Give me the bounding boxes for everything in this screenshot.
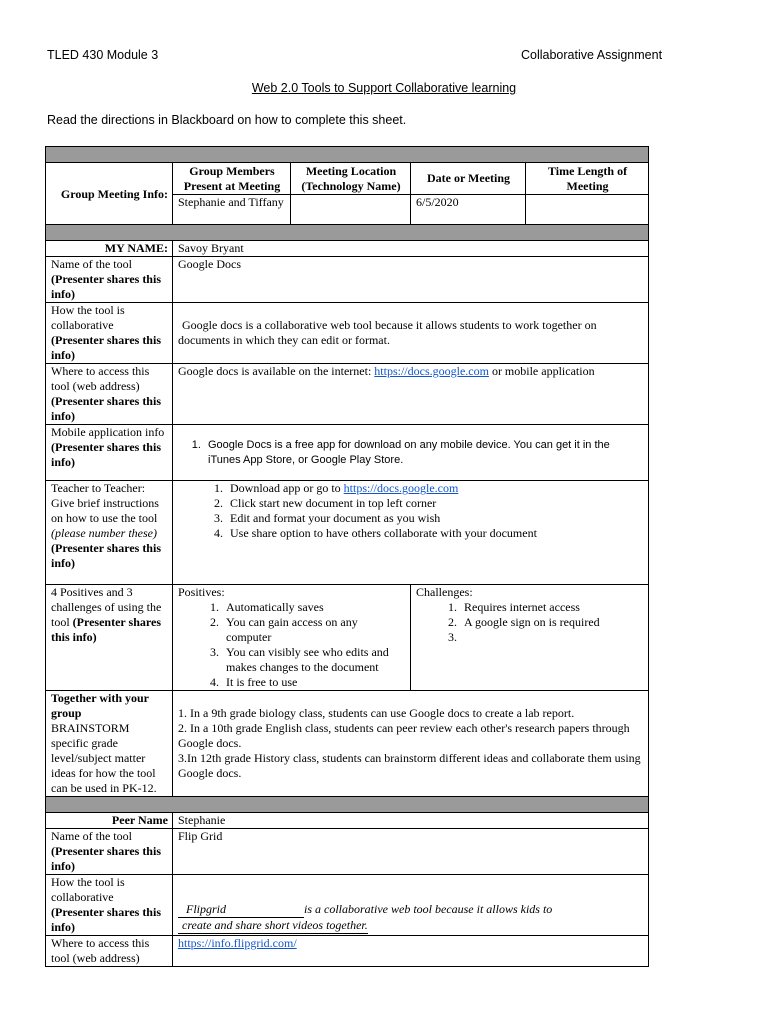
positives-heading: Positives:: [178, 585, 225, 599]
time-length-value[interactable]: [526, 195, 649, 225]
group-meeting-label: Group Meeting Info:: [46, 163, 173, 225]
date-value[interactable]: 6/5/2020: [411, 195, 526, 225]
my-name-label: MY NAME:: [46, 241, 173, 257]
peer-tool-label: Name of the tool (Presenter shares this info): [46, 829, 173, 875]
positive-item: 1. Automatically saves: [222, 600, 406, 615]
header-module: TLED 430 Module 3: [47, 48, 159, 62]
peer-name-label: Peer Name: [46, 813, 173, 829]
mobile-label: Mobile application info (Presenter shares this info): [46, 425, 173, 481]
collab-label: How the tool is collaborative (Presenter shares this info): [46, 303, 173, 364]
my-name-value[interactable]: Savoy Bryant: [173, 241, 649, 257]
col-date: Date or Meeting: [411, 163, 526, 195]
peer-access-label: Where to access this tool (web address): [46, 936, 173, 967]
access-label: Where to access this tool (web address) (Presenter shares this info): [46, 364, 173, 425]
col-group-members: Group Members Present at Meeting: [173, 163, 291, 195]
challenges-cell[interactable]: [411, 585, 649, 691]
challenges-heading: Challenges:: [416, 585, 473, 599]
challenge-item: [460, 630, 644, 645]
peer-tool-value[interactable]: Flip Grid: [173, 829, 649, 875]
positive-item: 2. You can gain access on any computer: [222, 615, 406, 645]
challenge-item: 1. Requires internet access: [460, 600, 644, 615]
google-docs-link[interactable]: https://docs.google.com: [374, 364, 489, 378]
collab-value[interactable]: Google docs is a collaborative web tool because it allows students to work together on documents in which they can edit or format.: [173, 303, 649, 364]
positives-cell[interactable]: [173, 585, 411, 691]
idea-item: 3.In 12th grade History class, students can brainstorm different ideas and collaborate them using Google docs.: [178, 751, 641, 780]
teacher-step: 1. Download app or go to https://docs.google.com: [226, 481, 644, 496]
group-members-value[interactable]: Stephanie and Tiffany: [173, 195, 291, 225]
peer-name-value[interactable]: Stephanie: [173, 813, 649, 829]
peer-collab-value[interactable]: Flipgrid is a collaborative web tool because it allows kids to create and share short videos together.: [173, 875, 649, 936]
teacher-step: 3. Edit and format your document as you wish: [226, 511, 644, 526]
brainstorm-label: Together with your group BRAINSTORM specific grade level/subject matter ideas for how the tool can be used in PK-12.: [46, 691, 173, 797]
idea-item: 2. In a 10th grade English class, students can peer review each other's research papers through Google docs.: [178, 721, 630, 750]
idea-item: 1. In a 9th grade biology class, students can use Google docs to create a lab report.: [178, 706, 575, 720]
grey-divider: [46, 797, 649, 813]
col-meeting-location: Meeting Location (Technology Name): [291, 163, 411, 195]
flipgrid-link[interactable]: https://info.flipgrid.com/: [178, 936, 297, 950]
peer-access-value[interactable]: [173, 936, 649, 967]
directions-text: Read the directions in Blackboard on how to complete this sheet.: [47, 113, 407, 127]
teacher-step: 4. Use share option to have others collaborate with your document: [226, 526, 644, 541]
access-value[interactable]: Google docs is available on the internet: https://docs.google.com or mobile application: [173, 364, 649, 425]
pc-label: 4 Positives and 3 challenges of using the tool (Presenter shares this info): [46, 585, 173, 691]
col-time-length: Time Length of Meeting: [526, 163, 649, 195]
tool-name-label: Name of the tool (Presenter shares this info): [46, 257, 173, 303]
brainstorm-ideas[interactable]: [173, 691, 649, 797]
teacher-step: 2. Click start new document in top left corner: [226, 496, 644, 511]
challenge-item: 2. A google sign on is required: [460, 615, 644, 630]
peer-collab-label: How the tool is collaborative (Presenter shares this info): [46, 875, 173, 936]
google-docs-link[interactable]: https://docs.google.com: [343, 481, 459, 495]
mobile-value[interactable]: 1. Google Docs is a free app for download on any mobile device. You can get it in the iTunes App Store, or Google Play Store.: [173, 425, 649, 481]
positive-item: 3. You can visibly see who edits and makes changes to the document: [222, 645, 406, 675]
header-assignment: Collaborative Assignment: [521, 48, 663, 62]
grey-divider: [46, 225, 649, 241]
teacher-label: Teacher to Teacher: Give brief instructions on how to use the tool (please number these) (Presenter shares this info): [46, 481, 173, 585]
positive-item: 4. It is free to use: [222, 675, 406, 690]
meeting-location-value[interactable]: [291, 195, 411, 225]
tool-name-value[interactable]: Google Docs: [173, 257, 649, 303]
teacher-steps[interactable]: [173, 481, 649, 585]
page-title: Web 2.0 Tools to Support Collaborative learning: [251, 81, 517, 95]
collaborative-form-table: [45, 146, 649, 967]
grey-divider: [46, 147, 649, 163]
